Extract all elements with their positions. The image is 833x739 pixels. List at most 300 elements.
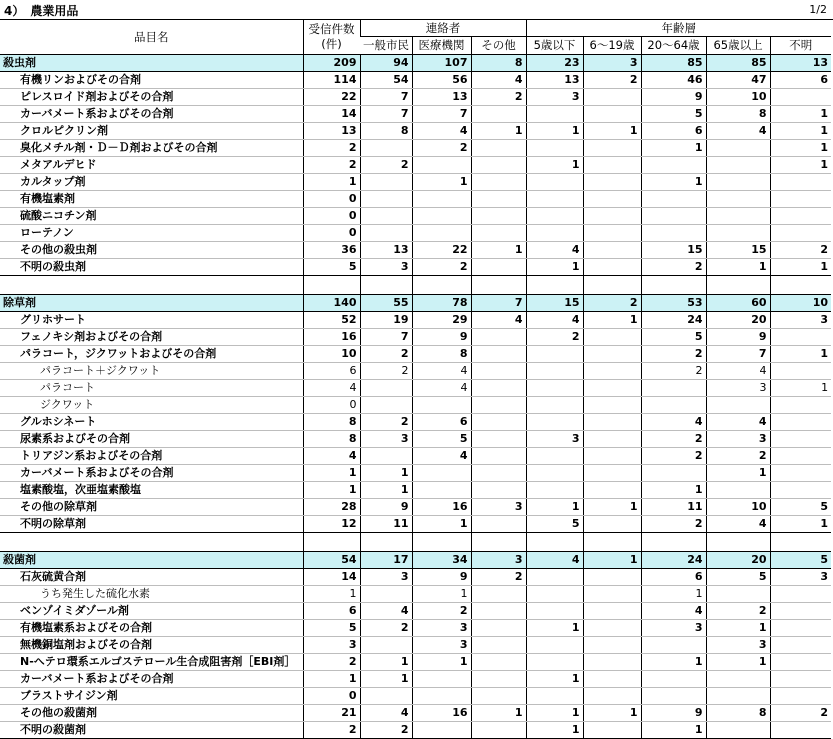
count-cell: 3 <box>303 637 360 654</box>
count-cell: 1 <box>526 705 583 722</box>
category-name: 除草剤 <box>0 295 303 312</box>
count-cell <box>770 329 831 346</box>
spacer-cell <box>526 276 583 295</box>
count-cell <box>770 191 831 208</box>
item-name: 無機銅塩剤およびその合剤 <box>0 637 303 654</box>
count-cell: 0 <box>303 208 360 225</box>
age-col-header: 6～19歳 <box>583 37 641 55</box>
count-cell: 1 <box>706 620 770 637</box>
count-cell <box>412 671 471 688</box>
count-cell: 2 <box>641 346 706 363</box>
count-cell: 1 <box>412 654 471 671</box>
count-cell: 1 <box>770 140 831 157</box>
count-cell <box>526 380 583 397</box>
count-cell: 2 <box>770 705 831 722</box>
category-name: 殺虫剤 <box>0 55 303 72</box>
table-row <box>0 72 831 89</box>
count-cell <box>583 397 641 414</box>
count-cell: 1 <box>770 380 831 397</box>
count-cell: 1 <box>526 123 583 140</box>
count-cell: 4 <box>526 552 583 569</box>
count-cell <box>770 482 831 499</box>
received-count-unit: (件) <box>321 37 342 51</box>
count-cell: 107 <box>412 55 471 72</box>
count-cell: 4 <box>526 242 583 259</box>
table-row <box>0 705 831 722</box>
count-cell: 13 <box>303 123 360 140</box>
count-cell: 1 <box>360 482 412 499</box>
count-cell <box>471 346 526 363</box>
count-cell <box>583 516 641 533</box>
count-cell: 2 <box>706 448 770 465</box>
count-cell: 9 <box>706 329 770 346</box>
spacer-cell <box>583 533 641 552</box>
count-cell: 3 <box>360 259 412 276</box>
age-col-header: 65歳以上 <box>706 37 770 55</box>
category-row <box>0 295 831 312</box>
item-name: ピレスロイド剤およびその合剤 <box>0 89 303 106</box>
count-cell: 2 <box>641 448 706 465</box>
count-cell <box>770 208 831 225</box>
count-cell: 3 <box>412 620 471 637</box>
count-cell: 2 <box>303 157 360 174</box>
count-cell <box>471 363 526 380</box>
count-cell: 5 <box>641 329 706 346</box>
count-cell: 1 <box>706 465 770 482</box>
received-count-header <box>303 20 360 55</box>
count-cell: 16 <box>412 705 471 722</box>
item-name: ローテノン <box>0 225 303 242</box>
count-cell <box>583 688 641 705</box>
count-cell: 5 <box>526 516 583 533</box>
count-cell: 4 <box>641 414 706 431</box>
item-name: カルタップ剤 <box>0 174 303 191</box>
count-cell: 1 <box>706 654 770 671</box>
item-name: 臭化メチル剤・Ｄ－Ｄ剤およびその合剤 <box>0 140 303 157</box>
count-cell <box>471 448 526 465</box>
count-cell: 2 <box>641 363 706 380</box>
count-cell <box>526 106 583 123</box>
count-cell: 3 <box>770 569 831 586</box>
count-cell <box>583 157 641 174</box>
count-cell <box>471 603 526 620</box>
table-row <box>0 414 831 431</box>
count-cell <box>583 174 641 191</box>
spacer-cell <box>706 276 770 295</box>
count-cell: 15 <box>526 295 583 312</box>
count-cell <box>770 89 831 106</box>
count-cell: 1 <box>770 346 831 363</box>
count-cell: 1 <box>526 259 583 276</box>
count-cell: 9 <box>412 329 471 346</box>
count-cell <box>770 671 831 688</box>
item-name: ジクワット <box>0 397 303 414</box>
count-cell <box>770 688 831 705</box>
count-cell <box>526 397 583 414</box>
count-cell: 36 <box>303 242 360 259</box>
count-cell <box>360 380 412 397</box>
item-column-header: 品目名 <box>0 20 303 55</box>
count-cell <box>706 191 770 208</box>
count-cell <box>770 448 831 465</box>
count-cell <box>583 259 641 276</box>
table-row <box>0 259 831 276</box>
spacer-cell <box>706 533 770 552</box>
table-row <box>0 722 831 739</box>
count-cell <box>360 397 412 414</box>
count-cell <box>412 208 471 225</box>
count-cell: 6 <box>412 414 471 431</box>
spacer-cell <box>770 276 831 295</box>
count-cell: 2 <box>770 242 831 259</box>
count-cell: 3 <box>471 552 526 569</box>
count-cell: 3 <box>706 380 770 397</box>
count-cell <box>641 397 706 414</box>
count-cell <box>412 465 471 482</box>
item-name: その他の殺菌剤 <box>0 705 303 722</box>
count-cell: 7 <box>706 346 770 363</box>
item-name: 不明の除草剤 <box>0 516 303 533</box>
count-cell: 1 <box>770 123 831 140</box>
count-cell: 2 <box>641 259 706 276</box>
count-cell <box>526 465 583 482</box>
count-cell <box>471 225 526 242</box>
count-cell: 9 <box>412 569 471 586</box>
count-cell: 3 <box>526 89 583 106</box>
count-cell <box>526 414 583 431</box>
count-cell: 3 <box>412 637 471 654</box>
item-name: クロルピクリン剤 <box>0 123 303 140</box>
item-name: トリアジン系およびその合剤 <box>0 448 303 465</box>
count-cell <box>770 363 831 380</box>
count-cell <box>526 448 583 465</box>
count-cell: 14 <box>303 106 360 123</box>
count-cell: 94 <box>360 55 412 72</box>
count-cell <box>583 654 641 671</box>
count-cell: 2 <box>303 722 360 739</box>
count-cell: 7 <box>360 106 412 123</box>
count-cell <box>583 671 641 688</box>
count-cell <box>526 688 583 705</box>
page-number: 1/2 <box>809 3 827 16</box>
item-name: N-ヘテロ環系エルゴステロール生合成阻害剤［EBI剤］ <box>0 654 303 671</box>
count-cell: 1 <box>706 259 770 276</box>
table-row <box>0 688 831 705</box>
spacer-cell <box>360 276 412 295</box>
count-cell: 2 <box>360 346 412 363</box>
item-name: フェノキシ剤およびその合剤 <box>0 329 303 346</box>
table-row <box>0 123 831 140</box>
count-cell: 2 <box>412 140 471 157</box>
spacer-cell <box>641 533 706 552</box>
count-cell <box>583 414 641 431</box>
count-cell <box>583 106 641 123</box>
count-cell: 1 <box>471 123 526 140</box>
count-cell: 3 <box>706 637 770 654</box>
count-cell <box>770 225 831 242</box>
table-row <box>0 106 831 123</box>
table-row <box>0 191 831 208</box>
count-cell: 21 <box>303 705 360 722</box>
count-cell: 2 <box>412 259 471 276</box>
count-cell: 8 <box>706 705 770 722</box>
count-cell: 1 <box>583 552 641 569</box>
count-cell: 47 <box>706 72 770 89</box>
count-cell <box>526 586 583 603</box>
count-cell: 1 <box>583 312 641 329</box>
count-cell: 6 <box>303 603 360 620</box>
count-cell: 1 <box>641 654 706 671</box>
count-cell: 114 <box>303 72 360 89</box>
item-name: 有機塩素系およびその合剤 <box>0 620 303 637</box>
count-cell: 4 <box>360 603 412 620</box>
count-cell <box>583 569 641 586</box>
count-cell: 2 <box>526 329 583 346</box>
count-cell <box>412 482 471 499</box>
count-cell: 0 <box>303 688 360 705</box>
count-cell: 5 <box>641 106 706 123</box>
count-cell <box>471 482 526 499</box>
count-cell: 54 <box>303 552 360 569</box>
count-cell: 1 <box>770 516 831 533</box>
page-title: 4） 農業用品 <box>4 4 79 18</box>
category-row <box>0 55 831 72</box>
table-row <box>0 431 831 448</box>
count-cell <box>583 380 641 397</box>
count-cell <box>641 688 706 705</box>
count-cell: 85 <box>641 55 706 72</box>
item-name: グルホシネート <box>0 414 303 431</box>
count-cell: 1 <box>641 482 706 499</box>
table-row <box>0 499 831 516</box>
count-cell <box>526 208 583 225</box>
category-name: 殺菌剤 <box>0 552 303 569</box>
count-cell: 29 <box>412 312 471 329</box>
count-cell <box>770 603 831 620</box>
count-cell: 4 <box>412 123 471 140</box>
table-row <box>0 448 831 465</box>
count-cell: 4 <box>412 363 471 380</box>
count-cell <box>583 346 641 363</box>
count-cell: 8 <box>303 431 360 448</box>
count-cell <box>583 620 641 637</box>
count-cell <box>770 722 831 739</box>
count-cell: 16 <box>412 499 471 516</box>
count-cell <box>770 586 831 603</box>
count-cell <box>583 208 641 225</box>
received-count-label: 受信件数 <box>308 22 355 36</box>
count-cell: 9 <box>360 499 412 516</box>
count-cell <box>526 174 583 191</box>
count-cell: 140 <box>303 295 360 312</box>
count-cell: 8 <box>412 346 471 363</box>
count-cell: 4 <box>471 312 526 329</box>
contact-col-header: 一般市民 <box>360 37 412 55</box>
item-name: 塩素酸塩，次亜塩素酸塩 <box>0 482 303 499</box>
count-cell <box>471 140 526 157</box>
count-cell: 15 <box>706 242 770 259</box>
count-cell: 16 <box>303 329 360 346</box>
age-group-header: 年齢層 <box>526 20 831 37</box>
table-row <box>0 242 831 259</box>
spacer-cell <box>303 533 360 552</box>
spacer-cell <box>471 533 526 552</box>
count-cell <box>641 191 706 208</box>
count-cell: 4 <box>412 380 471 397</box>
count-cell: 4 <box>360 705 412 722</box>
count-cell: 6 <box>641 569 706 586</box>
count-cell: 28 <box>303 499 360 516</box>
count-cell: 1 <box>526 671 583 688</box>
count-cell <box>471 259 526 276</box>
count-cell <box>641 671 706 688</box>
count-cell: 4 <box>706 414 770 431</box>
count-cell: 8 <box>303 414 360 431</box>
count-cell <box>471 688 526 705</box>
age-col-header: 20～64歳 <box>641 37 706 55</box>
count-cell: 11 <box>360 516 412 533</box>
item-name: 有機塩素剤 <box>0 191 303 208</box>
count-cell: 5 <box>770 552 831 569</box>
count-cell <box>412 157 471 174</box>
count-cell <box>770 637 831 654</box>
count-cell: 3 <box>641 620 706 637</box>
item-name: メタアルデヒド <box>0 157 303 174</box>
count-cell: 54 <box>360 72 412 89</box>
count-cell: 1 <box>303 174 360 191</box>
count-cell <box>526 225 583 242</box>
count-cell: 13 <box>526 72 583 89</box>
count-cell: 4 <box>706 123 770 140</box>
count-cell <box>583 431 641 448</box>
count-cell: 13 <box>412 89 471 106</box>
count-cell: 60 <box>706 295 770 312</box>
contact-group-header: 連絡者 <box>360 20 526 37</box>
count-cell <box>583 722 641 739</box>
count-cell: 14 <box>303 569 360 586</box>
count-cell: 9 <box>641 705 706 722</box>
count-cell: 17 <box>360 552 412 569</box>
page-header <box>0 0 833 20</box>
count-cell: 24 <box>641 312 706 329</box>
count-cell <box>641 225 706 242</box>
count-cell: 4 <box>641 603 706 620</box>
item-name: パラコート <box>0 380 303 397</box>
count-cell: 53 <box>641 295 706 312</box>
count-cell: 3 <box>471 499 526 516</box>
count-cell <box>360 225 412 242</box>
count-cell: 4 <box>526 312 583 329</box>
count-cell <box>706 688 770 705</box>
count-cell <box>641 208 706 225</box>
count-cell: 34 <box>412 552 471 569</box>
section-spacer <box>0 276 831 295</box>
table-row <box>0 208 831 225</box>
table-row <box>0 363 831 380</box>
count-cell: 1 <box>526 722 583 739</box>
count-cell <box>526 654 583 671</box>
count-cell <box>471 654 526 671</box>
count-cell <box>641 157 706 174</box>
count-cell <box>360 448 412 465</box>
count-cell: 1 <box>641 722 706 739</box>
count-cell <box>471 174 526 191</box>
count-cell: 15 <box>641 242 706 259</box>
count-cell <box>471 106 526 123</box>
count-cell: 3 <box>706 431 770 448</box>
spacer-cell <box>471 276 526 295</box>
count-cell <box>641 637 706 654</box>
count-cell <box>526 637 583 654</box>
item-name: パラコート＋ジクワット <box>0 363 303 380</box>
count-cell <box>526 346 583 363</box>
count-cell <box>471 465 526 482</box>
count-cell: 3 <box>360 431 412 448</box>
count-cell: 19 <box>360 312 412 329</box>
count-cell <box>471 431 526 448</box>
count-cell: 5 <box>303 259 360 276</box>
count-cell: 24 <box>641 552 706 569</box>
count-cell: 1 <box>471 705 526 722</box>
count-cell <box>770 431 831 448</box>
count-cell: 2 <box>641 431 706 448</box>
count-cell <box>706 225 770 242</box>
count-cell <box>412 225 471 242</box>
table-row <box>0 603 831 620</box>
count-cell: 0 <box>303 225 360 242</box>
count-cell: 8 <box>360 123 412 140</box>
count-cell: 2 <box>360 414 412 431</box>
spacer-cell <box>770 533 831 552</box>
count-cell <box>583 140 641 157</box>
count-cell: 1 <box>770 157 831 174</box>
table-row <box>0 329 831 346</box>
count-cell <box>412 397 471 414</box>
count-cell: 12 <box>303 516 360 533</box>
count-cell: 1 <box>303 586 360 603</box>
count-cell <box>360 174 412 191</box>
count-cell: 1 <box>360 671 412 688</box>
count-cell <box>471 208 526 225</box>
count-cell: 7 <box>360 89 412 106</box>
count-cell <box>526 482 583 499</box>
count-cell <box>360 688 412 705</box>
table-row <box>0 586 831 603</box>
count-cell: 2 <box>360 157 412 174</box>
count-cell <box>471 380 526 397</box>
count-cell <box>583 329 641 346</box>
count-cell <box>583 89 641 106</box>
count-cell: 5 <box>706 569 770 586</box>
item-name: パラコート，ジクワットおよびその合剤 <box>0 346 303 363</box>
count-cell <box>583 603 641 620</box>
count-cell: 5 <box>412 431 471 448</box>
table-body <box>0 55 831 739</box>
count-cell: 10 <box>706 89 770 106</box>
count-cell <box>770 465 831 482</box>
count-cell <box>471 191 526 208</box>
count-cell: 8 <box>471 55 526 72</box>
count-cell: 56 <box>412 72 471 89</box>
table-row <box>0 482 831 499</box>
table-row <box>0 465 831 482</box>
count-cell <box>471 637 526 654</box>
count-cell <box>706 482 770 499</box>
count-cell: 10 <box>770 295 831 312</box>
table-row <box>0 89 831 106</box>
count-cell <box>770 620 831 637</box>
spacer-cell <box>360 533 412 552</box>
